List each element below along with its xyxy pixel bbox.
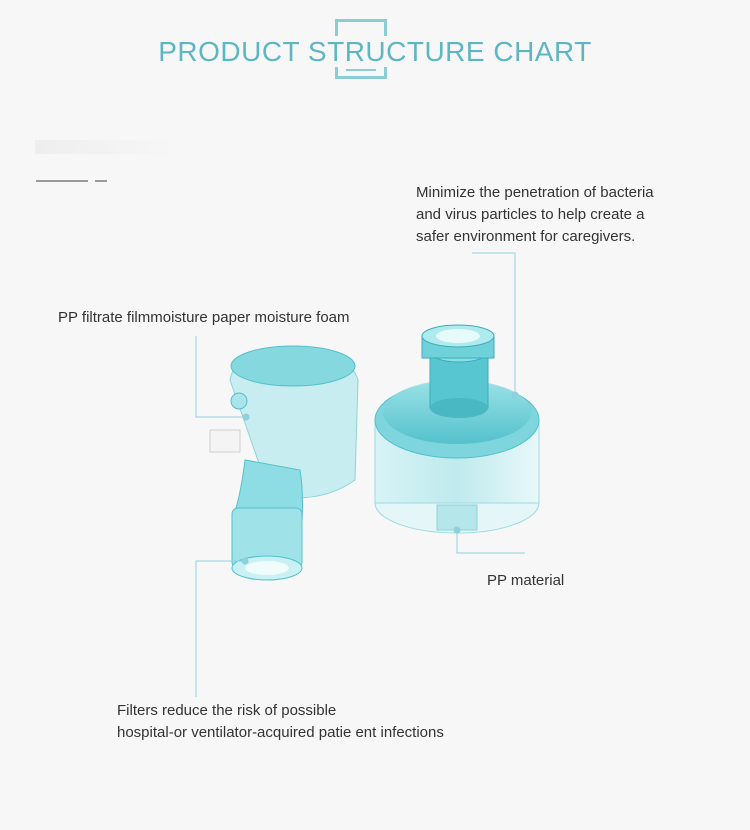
page-title: PRODUCT STRUCTURE CHART: [0, 36, 750, 68]
callout-line: Filters reduce the risk of possible: [117, 702, 337, 719]
right-filter-unit: [375, 325, 539, 533]
callout-infection: [117, 700, 444, 744]
callout-material: [487, 570, 564, 592]
callout-line: PP material: [487, 572, 565, 589]
callout-line: hospital-or ventilator-acquired patie ent infections: [117, 724, 444, 741]
left-filter-unit: [210, 346, 358, 580]
callout-line: safer environment for caregivers.: [416, 228, 636, 245]
callout-bacteria: [416, 182, 654, 248]
callout-line: Minimize the penetration of bacteria: [416, 184, 654, 201]
callout-line: PP filtrate filmmoisture paper moisture foam: [58, 309, 350, 326]
callout-layers: [58, 307, 350, 329]
callout-line: and virus particles to help create a: [416, 206, 645, 223]
